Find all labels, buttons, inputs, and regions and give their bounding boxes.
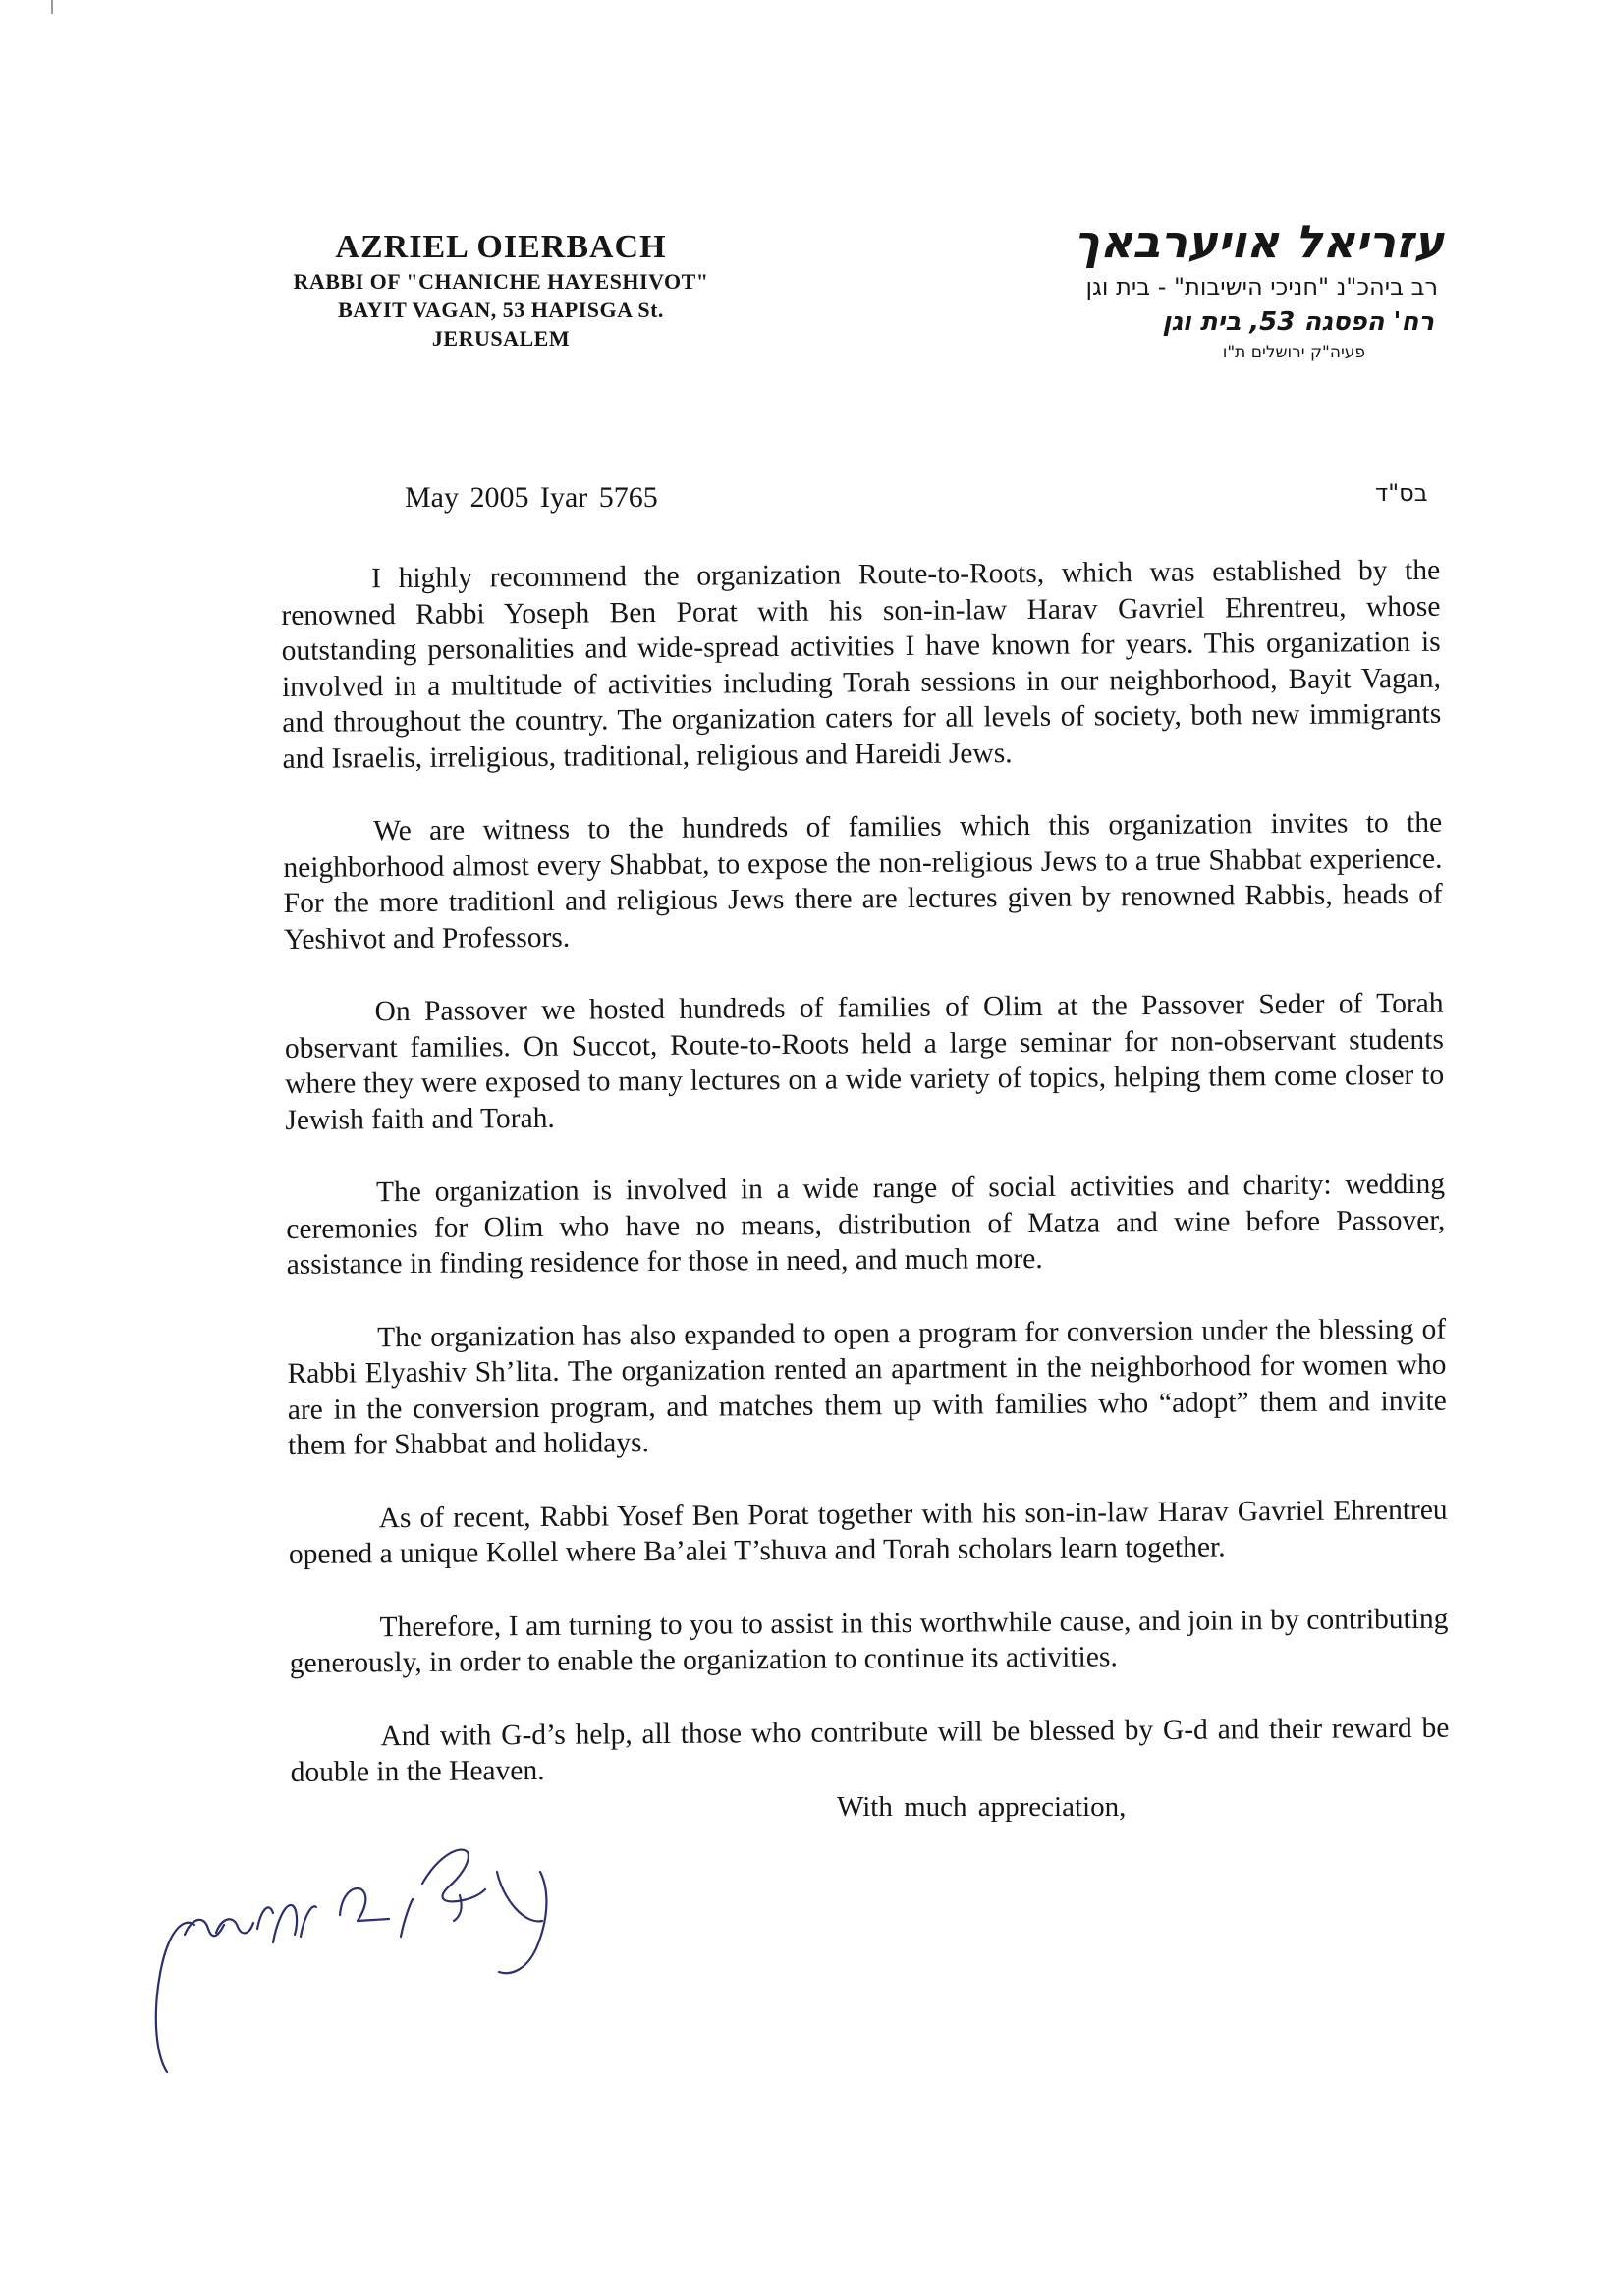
body-paragraph: I highly recommend the organization Route-to-Roots, which was established by the renowned Rabbi Yoseph Ben Porat with his son-in-law Harav Gavriel Ehrentreu, whose outstanding personalities and wide-spread activities I have known for years. This organization is involved in a multitude of activities including Torah sessions in our neighborhood, Bayit Vagan, and throughout the country. The organization caters for all levels of society, both new immigrants and Israelis, irreligious, traditional, religious and Hareidi Jews. [281, 554, 1442, 775]
author-city: JERUSALEM [431, 326, 571, 351]
author-title: RABBI OF "CHANICHE HAYESHIVOT" [293, 269, 709, 294]
author-title-hebrew: רב ביהכ"נ "חניכי הישיבות" - בית וגן [1085, 273, 1438, 301]
signature-strokes [147, 1827, 619, 2082]
body-paragraph: We are witness to the hundreds of families which this organization invites to the neighborhood almost every Shabbat, to expose the non-religious Jews to a true Shabbat experience. For the more traditionl and religious Jews there are lectures given by renowned Rabbis, heads of Yeshivot and Professors. [283, 806, 1443, 956]
body-paragraph: The organization has also expanded to open a program for conversion under the blessing of Rabbi Elyashiv Sh’lita. The organization rented an apartment in the neighborhood for women who are in the conversion program, and matches them up with families who “adopt” them and invite them for Shabbat and holidays. [287, 1313, 1447, 1461]
closing-line: With much appreciation, [837, 1791, 1127, 1823]
author-name: AZRIEL OIERBACH [335, 229, 667, 265]
body-paragraph: And with G-d’s help, all those who contribute will be blessed by G-d and their reward be double in the Heaven. [290, 1712, 1450, 1788]
author-address-hebrew: רח' הפסגה 53, בית וגן [1162, 307, 1434, 337]
letterhead-hebrew [972, 214, 1444, 365]
body-paragraph: The organization is involved in a wide range of social activities and charity: wedding ceremonies for Olim who have no means, distribution of Matza and wine before Passover, assistance in finding residence for those in need, and much more. [286, 1168, 1446, 1281]
body-paragraph: As of recent, Rabbi Yosef Ben Porat together with his son-in-law Harav Gavriel Ehrentreu opened a unique Kollel where Ba’alei T’shuva and Torah scholars learn together. [288, 1494, 1448, 1570]
body-paragraph: On Passover we hosted hundreds of families of Olim at the Passover Seder of Torah observant families. On Succot, Route-to-Roots held a large seminar for non-observant students where they were exposed to many lectures on a wide variety of topics, helping them come closer to Jewish faith and Torah. [284, 987, 1445, 1136]
author-name-hebrew: עזריאל אויערבאך [1074, 215, 1444, 268]
letter-date: May 2005 Iyar 5765 [405, 481, 658, 514]
author-city-hebrew: פעיה"ק ירושלים ת"ו [1222, 343, 1365, 362]
letter-body [281, 553, 1450, 1829]
author-address: BAYIT VAGAN, 53 HAPISGA St. [338, 298, 664, 322]
body-paragraph: Therefore, I am turning to you to assist in this worthwhile cause, and join in by contributing generously, in order to enable the organization to continue its activities. [289, 1603, 1449, 1679]
bsd-heading: בס"ד [1375, 479, 1428, 507]
letterhead-english [226, 228, 776, 353]
handwritten-signature-icon [147, 1827, 619, 2082]
scan-corner-mark [51, 0, 53, 14]
